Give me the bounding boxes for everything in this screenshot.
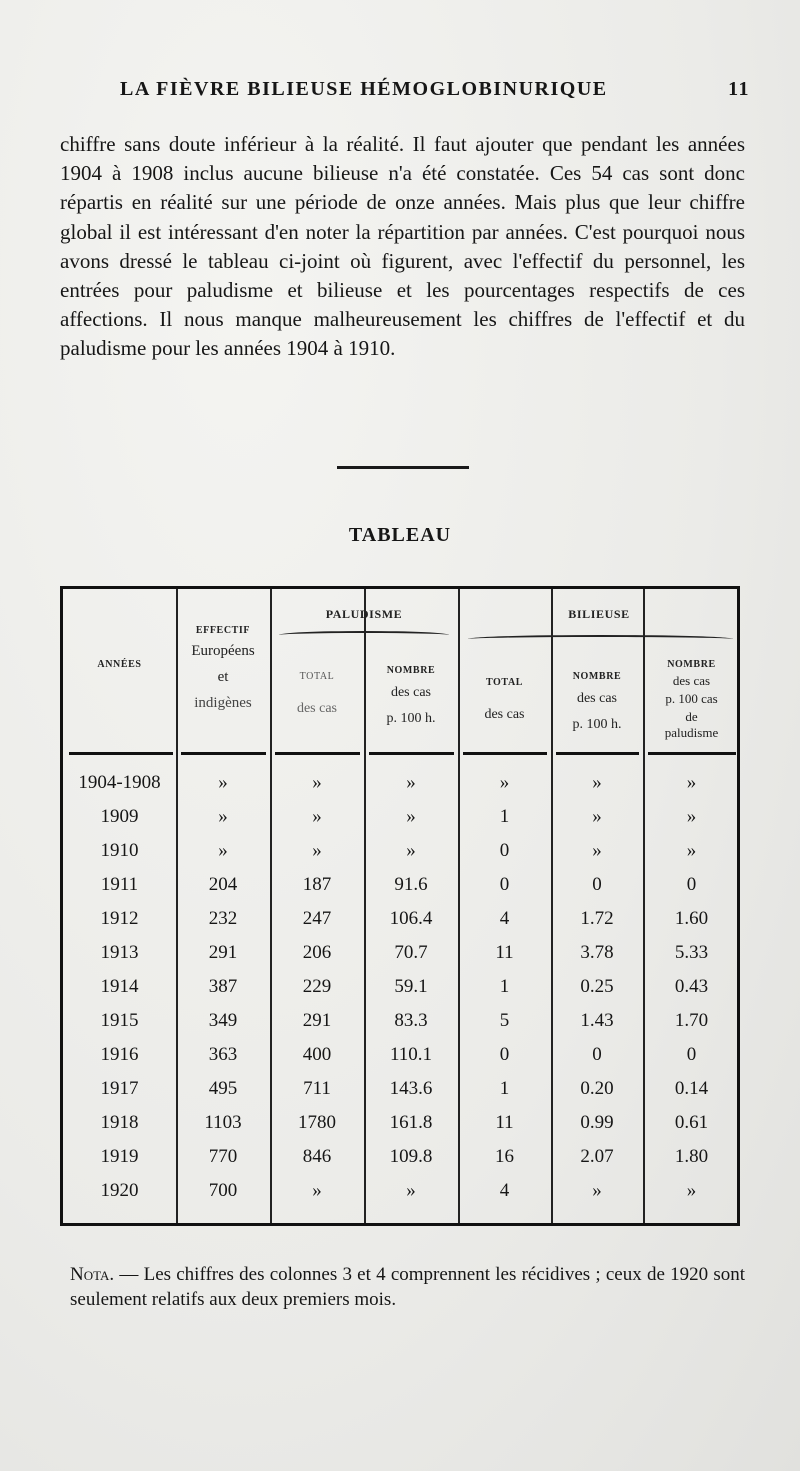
table-row bbox=[63, 1043, 737, 1077]
cell-bil-pct: 0 bbox=[592, 874, 602, 895]
cell-palu-total: » bbox=[312, 840, 322, 861]
cell-bil-total: 1 bbox=[499, 976, 510, 997]
cell-bil-pct: 0 bbox=[592, 1044, 602, 1065]
header-bil-palu-line3: p. 100 cas bbox=[665, 691, 718, 706]
cell-bil-total: 11 bbox=[495, 942, 514, 963]
cell-bil-pct: 0.99 bbox=[580, 1112, 614, 1133]
cell-bil-pct: » bbox=[592, 806, 602, 827]
header-palu-nombre-line2: des cas bbox=[390, 685, 432, 700]
table-row bbox=[63, 907, 737, 941]
cell-bil-pct: » bbox=[592, 840, 602, 861]
cell-effectif: 387 bbox=[208, 976, 238, 997]
cell-annee: 1909 bbox=[100, 806, 139, 827]
header-effectif-line1: Européens bbox=[191, 643, 255, 659]
cell-bil-total: 16 bbox=[495, 1146, 514, 1167]
cell-bil-total: 4 bbox=[499, 908, 510, 929]
cell-bil-total: 11 bbox=[495, 1112, 514, 1133]
cell-effectif: 363 bbox=[208, 1044, 238, 1065]
cell-bil-pct: 3.78 bbox=[580, 942, 614, 963]
cell-annee: 1910 bbox=[100, 840, 139, 861]
cell-bil-pct-palu: 1.60 bbox=[674, 908, 709, 929]
body-paragraph bbox=[60, 130, 745, 364]
cell-effectif: 232 bbox=[208, 908, 238, 929]
cell-bil-total: 1 bbox=[499, 1078, 510, 1099]
cell-annee: 1919 bbox=[100, 1146, 139, 1167]
header-bil-palu-line4: de bbox=[685, 709, 698, 724]
cell-effectif: 291 bbox=[208, 942, 238, 963]
cell-effectif: 1103 bbox=[204, 1112, 242, 1133]
cell-bil-pct-palu: » bbox=[686, 772, 697, 793]
cell-bil-pct-palu: 1.80 bbox=[674, 1146, 709, 1167]
cell-effectif: » bbox=[218, 806, 228, 827]
header-bil-palu: NOMBRE bbox=[667, 659, 716, 670]
header-bil-total-line2: des cas bbox=[484, 707, 525, 722]
cell-bil-pct-palu: 0.43 bbox=[674, 976, 709, 997]
cell-annee: 1918 bbox=[100, 1112, 139, 1133]
cell-bil-pct-palu: » bbox=[686, 806, 697, 827]
cell-palu-pct: 106.4 bbox=[389, 908, 433, 929]
table-row bbox=[63, 1111, 737, 1145]
header-rule bbox=[463, 752, 547, 755]
cell-effectif: 495 bbox=[208, 1078, 238, 1099]
cell-bil-pct: 2.07 bbox=[580, 1146, 614, 1167]
header-bil-nombre-line2: des cas bbox=[576, 691, 618, 706]
header-rule bbox=[369, 752, 454, 755]
cell-palu-total: 846 bbox=[302, 1146, 332, 1167]
table-row bbox=[63, 873, 737, 907]
header-effectif-line3: indigènes bbox=[194, 695, 252, 711]
table-row bbox=[63, 805, 737, 839]
cell-palu-pct: » bbox=[406, 772, 416, 793]
cell-palu-total: 206 bbox=[302, 942, 332, 963]
table-row bbox=[63, 1179, 737, 1213]
body-paragraph-text: chiffre sans doute inférieur à la réalité. Il faut ajouter que pendant les années 1904 à 1908 inclus aucune bilieuse n'a été constatée. Ces 54 cas sont donc répartis en réalité sur une période de onze années. Mais plus que leur chiffre global il est intéressant d'en noter la répartition par années. C'est pourquoi nous avons dressé le tableau ci-joint où figurent, avec l'effectif du personnel, les entrées pour paludisme et bilieuse et les pourcentages respectifs de ces affections. Il nous manque malheureusement les chiffres de l'effectif et du paludisme pour les années 1904 à 1910. bbox=[60, 132, 745, 361]
data-table bbox=[60, 586, 740, 1226]
table-row bbox=[63, 839, 737, 873]
table-row bbox=[63, 975, 737, 1009]
cell-bil-total: 5 bbox=[499, 1010, 510, 1031]
cell-annee: 1912 bbox=[100, 908, 139, 929]
cell-palu-pct: 83.3 bbox=[394, 1010, 428, 1031]
header-palu-total: TOTAL bbox=[299, 671, 335, 682]
header-rule bbox=[69, 752, 173, 755]
header-palu-nombre: NOMBRE bbox=[386, 665, 436, 676]
nota-text: — Les chiffres des colonnes 3 et 4 comprennent les récidives ; ceux de 1920 sont seulement relatifs aux deux premiers mois. bbox=[70, 1264, 745, 1310]
cell-bil-total: 1 bbox=[499, 806, 510, 827]
cell-palu-pct: 110.1 bbox=[389, 1044, 433, 1065]
cell-bil-pct-palu: 0 bbox=[686, 1044, 697, 1065]
table-row bbox=[63, 1145, 737, 1179]
cell-annee: 1916 bbox=[100, 1044, 139, 1065]
page-number: 11 bbox=[728, 78, 750, 100]
cell-palu-total: » bbox=[312, 772, 322, 793]
nota-note bbox=[70, 1262, 745, 1312]
table-row bbox=[63, 1077, 737, 1111]
cell-palu-total: 229 bbox=[302, 976, 332, 997]
cell-effectif: 349 bbox=[208, 1010, 238, 1031]
cell-palu-total: » bbox=[312, 1180, 322, 1201]
cell-annee: 1920 bbox=[100, 1180, 139, 1201]
header-bil-palu-line2: des cas bbox=[672, 673, 711, 688]
cell-palu-pct: 109.8 bbox=[389, 1146, 433, 1167]
header-annees: ANNÉES bbox=[97, 659, 142, 670]
cell-palu-total: » bbox=[312, 806, 322, 827]
cell-palu-total: 187 bbox=[302, 874, 332, 895]
cell-bil-pct: 1.43 bbox=[580, 1010, 614, 1031]
cell-palu-pct: 59.1 bbox=[394, 976, 428, 997]
header-palu-total-line2: des cas bbox=[296, 701, 338, 716]
header-bilieuse: BILIEUSE bbox=[568, 607, 630, 621]
section-rule bbox=[337, 466, 469, 469]
cell-bil-pct: 1.72 bbox=[580, 908, 614, 929]
running-head bbox=[120, 78, 750, 101]
cell-effectif: 770 bbox=[208, 1146, 238, 1167]
cell-palu-total: 247 bbox=[302, 908, 332, 929]
table-title: TABLEAU bbox=[348, 524, 452, 546]
cell-bil-pct: » bbox=[592, 772, 602, 793]
cell-palu-pct: » bbox=[406, 840, 416, 861]
cell-annee: 1914 bbox=[100, 976, 139, 997]
header-effectif: EFFECTIF bbox=[195, 625, 251, 636]
cell-palu-total: 1780 bbox=[298, 1112, 336, 1133]
header-palu-nombre-line3: p. 100 h. bbox=[386, 711, 436, 726]
cell-palu-pct: » bbox=[406, 806, 416, 827]
header-rule bbox=[181, 752, 266, 755]
bilieuse-brace bbox=[468, 635, 733, 643]
header-bil-nombre: NOMBRE bbox=[572, 671, 622, 682]
cell-palu-pct: » bbox=[406, 1180, 416, 1201]
table-row bbox=[63, 771, 737, 805]
nota-lead: Nota. bbox=[70, 1264, 115, 1285]
cell-annee: 1911 bbox=[100, 874, 139, 895]
cell-bil-pct: » bbox=[592, 1180, 602, 1201]
cell-bil-pct-palu: 0.61 bbox=[674, 1112, 709, 1133]
cell-annee: 1913 bbox=[100, 942, 139, 963]
running-title: LA FIÈVRE BILIEUSE HÉMOGLOBINURIQUE bbox=[120, 78, 608, 100]
cell-palu-pct: 143.6 bbox=[389, 1078, 433, 1099]
header-bil-palu-line5: paludisme bbox=[664, 725, 719, 740]
cell-bil-total: » bbox=[499, 772, 510, 793]
cell-bil-pct-palu: 5.33 bbox=[674, 942, 709, 963]
cell-effectif: 700 bbox=[208, 1180, 238, 1201]
cell-annee: 1915 bbox=[100, 1010, 139, 1031]
cell-bil-pct: 0.20 bbox=[580, 1078, 614, 1099]
cell-effectif: » bbox=[218, 772, 228, 793]
cell-palu-pct: 91.6 bbox=[394, 874, 428, 895]
cell-palu-pct: 161.8 bbox=[389, 1112, 433, 1133]
paludisme-brace bbox=[279, 631, 449, 639]
cell-effectif: » bbox=[218, 840, 228, 861]
cell-bil-total: 0 bbox=[499, 874, 510, 895]
cell-bil-total: 0 bbox=[499, 840, 510, 861]
table-row bbox=[63, 941, 737, 975]
header-rule bbox=[275, 752, 360, 755]
cell-palu-total: 400 bbox=[302, 1044, 332, 1065]
cell-bil-pct-palu: » bbox=[686, 840, 697, 861]
cell-bil-pct-palu: 0 bbox=[686, 874, 697, 895]
header-effectif-line2: et bbox=[217, 669, 229, 685]
cell-palu-total: 291 bbox=[302, 1010, 332, 1031]
cell-bil-pct: 0.25 bbox=[580, 976, 614, 997]
cell-bil-pct-palu: 1.70 bbox=[674, 1010, 709, 1031]
cell-bil-total: 4 bbox=[499, 1180, 510, 1201]
cell-bil-pct-palu: 0.14 bbox=[674, 1078, 709, 1099]
cell-effectif: 204 bbox=[208, 874, 238, 895]
cell-bil-pct-palu: » bbox=[686, 1180, 697, 1201]
header-rule bbox=[556, 752, 639, 755]
cell-annee: 1904-1908 bbox=[78, 772, 161, 793]
header-bil-nombre-line3: p. 100 h. bbox=[572, 717, 622, 732]
cell-palu-pct: 70.7 bbox=[394, 942, 428, 963]
cell-palu-total: 711 bbox=[303, 1078, 331, 1099]
cell-annee: 1917 bbox=[100, 1078, 139, 1099]
header-paludisme: PALUDISME bbox=[325, 607, 403, 621]
cell-bil-total: 0 bbox=[499, 1044, 510, 1065]
table-row bbox=[63, 1009, 737, 1043]
header-rule bbox=[648, 752, 736, 755]
header-bil-total: TOTAL bbox=[485, 677, 524, 688]
